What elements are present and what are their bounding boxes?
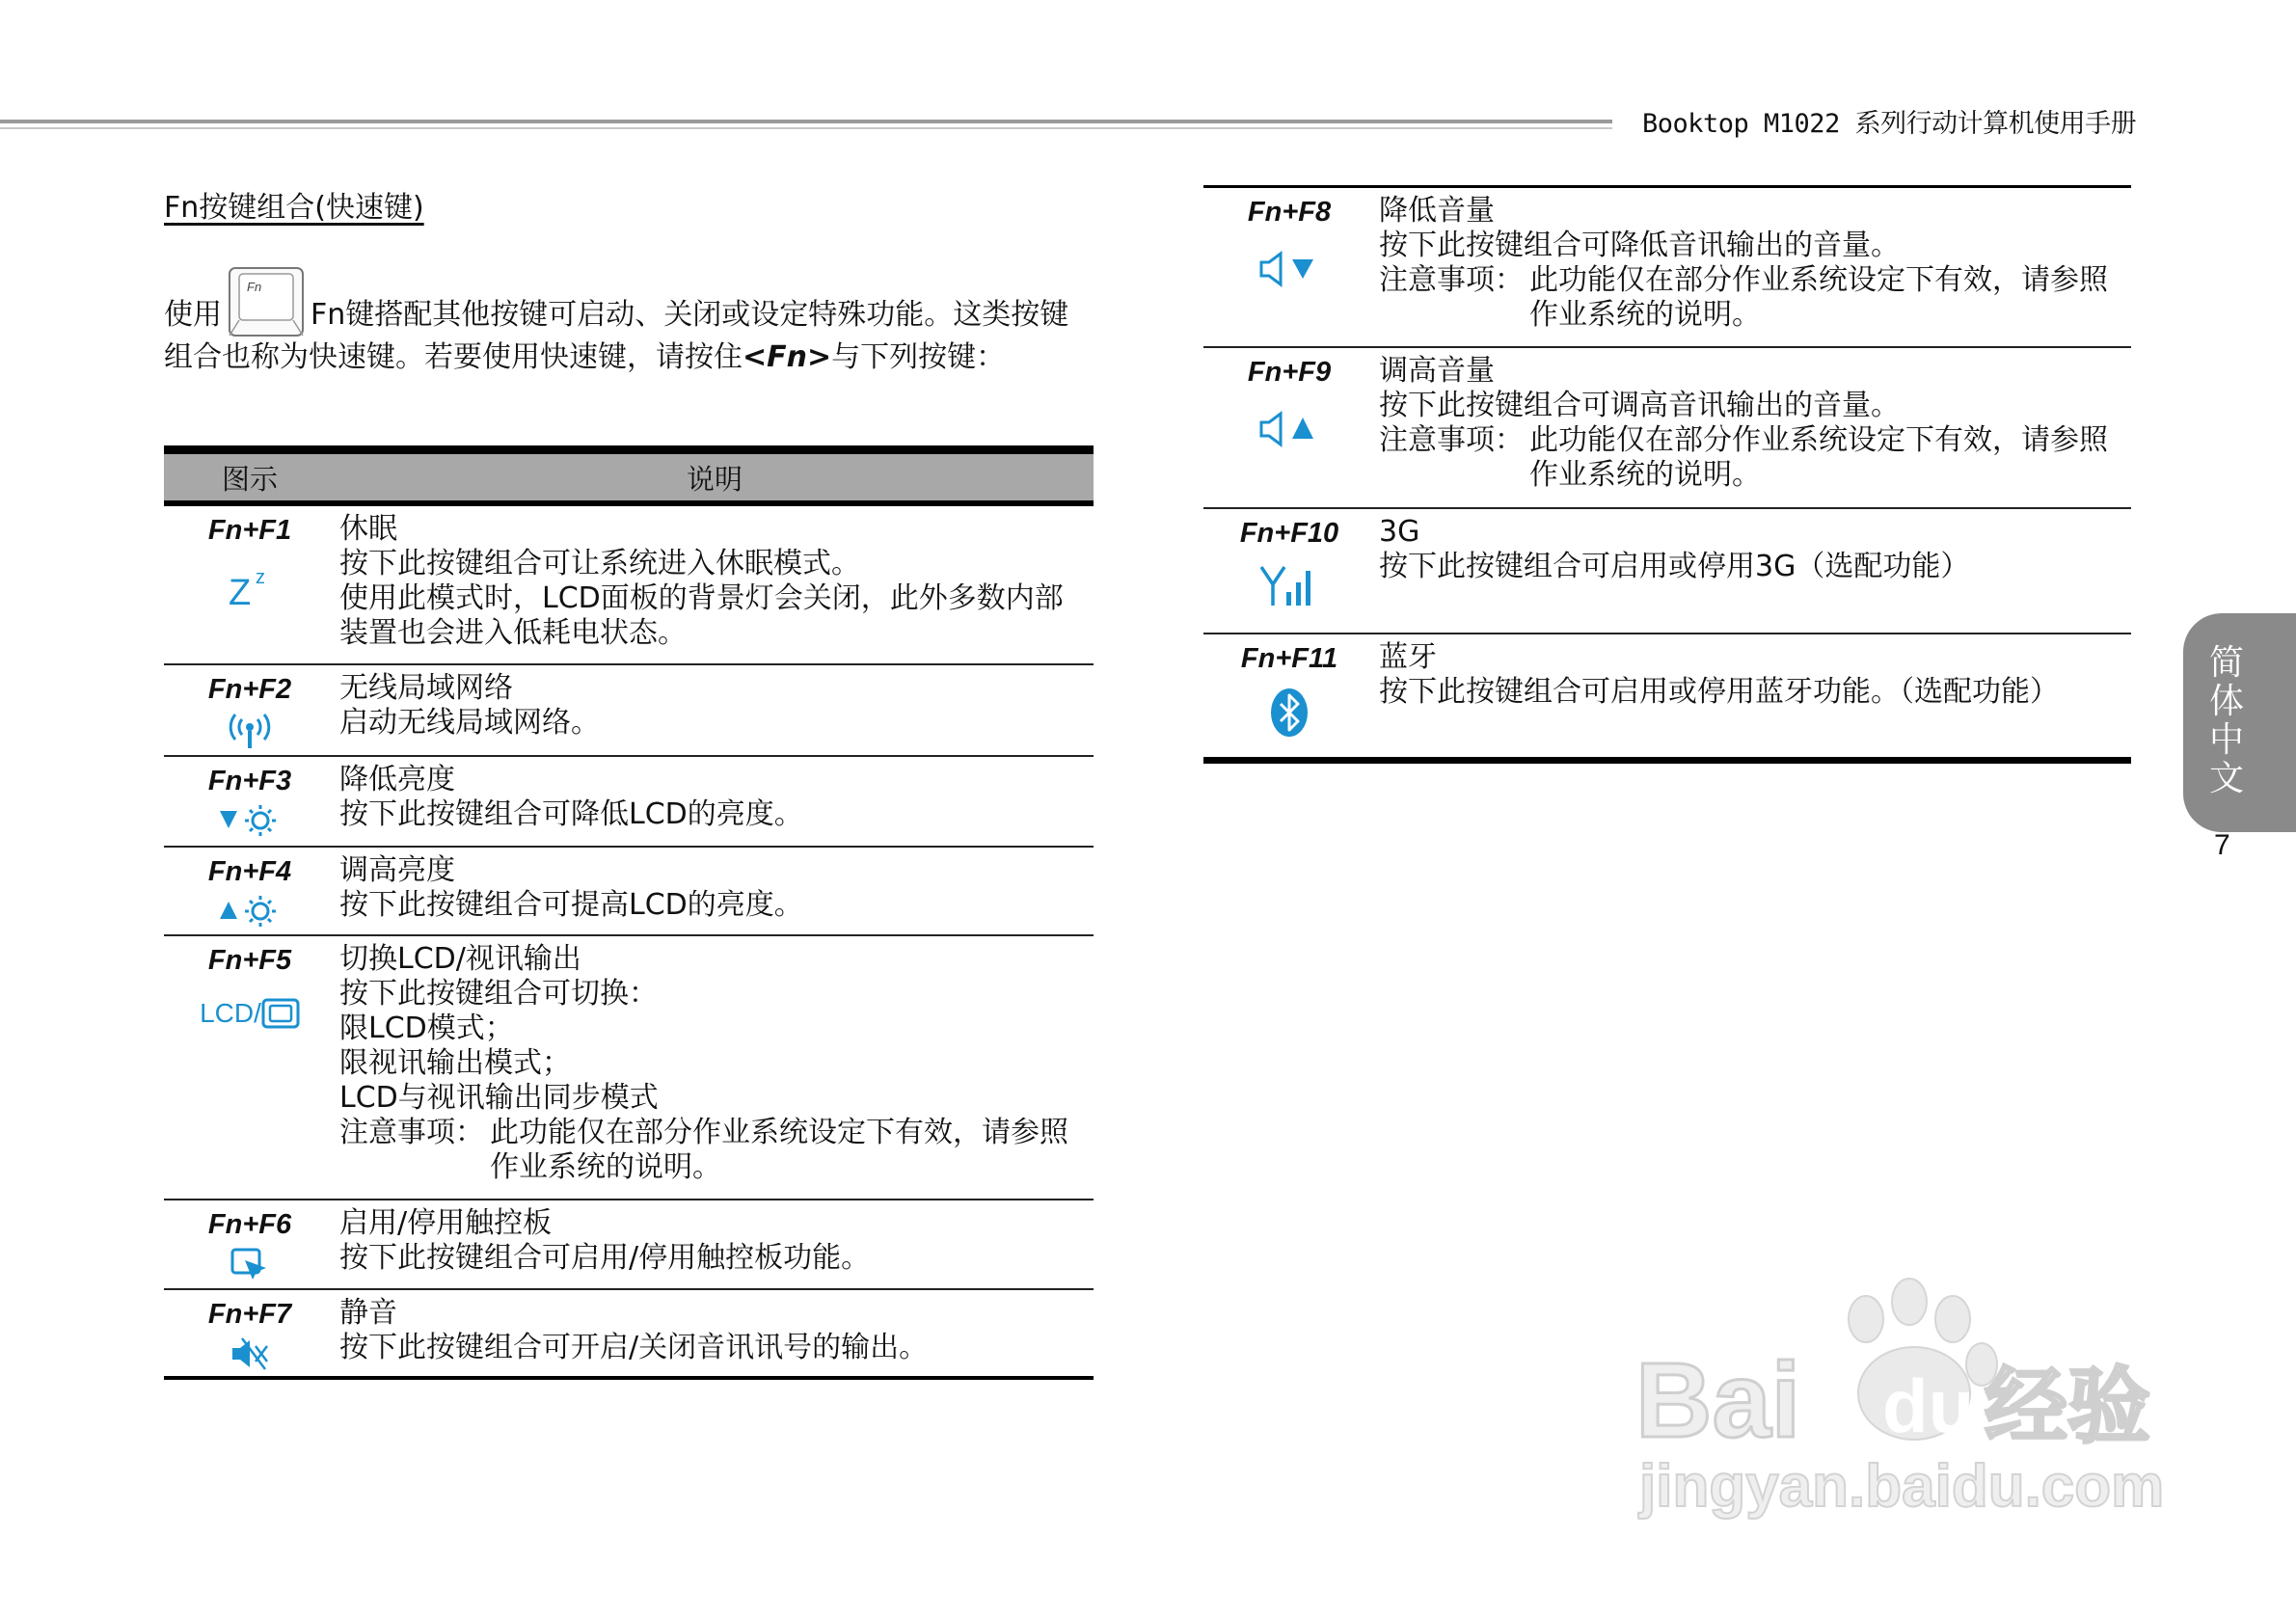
- hotkey-row: [164, 664, 1094, 756]
- intro-paragraph: [164, 266, 1095, 378]
- hotkey-label: Fn+F1: [207, 515, 292, 546]
- hotkey-title: 降低音量: [1379, 194, 1495, 228]
- hotkey-row: [164, 935, 1094, 1200]
- hotkey-note: [1379, 263, 2131, 333]
- note-label: 注意事项：: [1379, 263, 1524, 297]
- hotkey-label: Fn+F10: [1239, 517, 1339, 549]
- hotkey-label: Fn+F2: [207, 674, 292, 705]
- hotkey-desc: 按下此按键组合可启用或停用3G（选配功能）: [1379, 549, 1970, 583]
- hotkey-desc: 按下此按键组合可调高音讯输出的音量。: [1379, 388, 1900, 422]
- hotkey-title: 蓝牙: [1379, 639, 1437, 674]
- note-label: 注意事项：: [1379, 422, 1524, 457]
- hotkey-label: Fn+F7: [207, 1299, 292, 1330]
- hotkey-label: Fn+F9: [1247, 356, 1332, 388]
- hotkey-title: 切换LCD/视讯输出: [339, 942, 581, 976]
- volume-up-icon: [1203, 410, 1375, 448]
- hotkey-desc: 启动无线局域网络。: [339, 706, 600, 740]
- hotkey-desc: 按下此按键组合可降低LCD的亮度。: [339, 797, 803, 831]
- svg-text:z: z: [256, 567, 265, 588]
- hotkey-row: [164, 847, 1094, 935]
- 3g-signal-icon: [1203, 563, 1375, 607]
- column-header-description: 说明: [336, 450, 1094, 504]
- volume-down-icon: [1203, 250, 1375, 288]
- hotkey-row: [1203, 187, 2131, 347]
- language-tab-label: 简体中文: [2208, 643, 2244, 798]
- column-header-icon: 图示: [164, 450, 336, 504]
- hotkey-desc: LCD与视讯输出同步模式: [339, 1081, 659, 1115]
- hotkey-desc: 限LCD模式；: [339, 1011, 514, 1045]
- hotkey-desc: 按下此按键组合可提高LCD的亮度。: [339, 888, 803, 922]
- sleep-icon: [164, 566, 336, 608]
- hotkey-title: 降低亮度: [339, 763, 455, 796]
- header-title: Booktop M1022 系列行动计算机使用手册: [1642, 109, 2137, 139]
- header-rule-thin: [0, 127, 1612, 129]
- hotkey-label: Fn+F11: [1240, 642, 1338, 674]
- hotkey-label: Fn+F8: [1247, 197, 1332, 228]
- hotkey-row: [164, 1289, 1094, 1378]
- baidu-watermark-logo: [1630, 1273, 2170, 1524]
- hotkey-title: 休眠: [339, 512, 397, 546]
- hotkey-row: [164, 1200, 1094, 1289]
- hotkey-title: 无线局域网络: [339, 671, 513, 705]
- page-number: 7: [2214, 829, 2230, 861]
- header-rule: [0, 120, 1612, 123]
- hotkey-note: [339, 1116, 1094, 1185]
- lcd-video-icon: [164, 998, 336, 1029]
- hotkey-table-right: [1203, 185, 2131, 764]
- hotkey-desc: 限视讯输出模式；: [339, 1046, 571, 1080]
- note-text: 此功能仅在部分作业系统设定下有效，请参照作业系统的说明。: [1529, 422, 2108, 492]
- note-text: 此功能仅在部分作业系统设定下有效，请参照作业系统的说明。: [1529, 263, 2108, 332]
- hotkey-desc: 按下此按键组合可切换：: [339, 977, 658, 1011]
- svg-text:du: du: [1882, 1363, 1975, 1448]
- svg-text:Bai: Bai: [1635, 1341, 1801, 1460]
- brightness-up-icon: [164, 894, 336, 929]
- hotkey-label: Fn+F5: [207, 945, 292, 976]
- hotkey-title: 调高亮度: [339, 853, 455, 887]
- hotkey-desc: 按下此按键组合可开启/关闭音讯讯号的输出。: [339, 1331, 929, 1364]
- hotkey-row: [164, 503, 1094, 664]
- note-label: 注意事项：: [339, 1116, 484, 1149]
- wireless-icon: [164, 712, 336, 750]
- hotkey-label: Fn+F4: [207, 856, 292, 887]
- hotkey-desc: 按下此按键组合可降低音讯输出的音量。: [1379, 229, 1900, 262]
- intro-text-1: 使用: [164, 298, 222, 332]
- hotkey-desc: 按下此按键组合可启用/停用触控板功能。: [339, 1241, 871, 1275]
- hotkey-desc: 按下此按键组合可让系统进入休眠模式。: [339, 547, 860, 580]
- bluetooth-icon: [1203, 687, 1375, 739]
- section-title: Fn按键组合(快速键): [164, 191, 424, 225]
- hotkey-row: [1203, 508, 2131, 634]
- hotkey-title: 启用/停用触控板: [339, 1206, 553, 1240]
- hotkey-row: [164, 756, 1094, 847]
- hotkey-row: [1203, 347, 2131, 508]
- hotkey-title: 3G: [1379, 514, 1420, 549]
- fn-key-text: <Fn>: [743, 340, 832, 374]
- svg-text:jingyan.baidu.com: jingyan.baidu.com: [1639, 1453, 2165, 1520]
- hotkey-title: 静音: [339, 1296, 397, 1330]
- fn-keycap-icon: [228, 266, 305, 337]
- hotkey-note: [1379, 423, 2131, 493]
- intro-text-3: 与下列按键：: [831, 340, 1006, 374]
- svg-text:经验: 经验: [1985, 1359, 2150, 1455]
- hotkey-table-left: [164, 445, 1094, 1380]
- hotkey-title: 调高音量: [1379, 353, 1495, 388]
- mute-icon: [164, 1336, 336, 1371]
- keycap-label: Fn: [247, 280, 262, 294]
- hotkey-desc: 使用此模式时，LCD面板的背景灯会关闭，此外多数内部装置也会进入低耗电状态。: [339, 581, 1064, 650]
- lcd-icon-label: LCD/: [200, 998, 261, 1028]
- hotkey-desc: 按下此按键组合可启用或停用蓝牙功能。（选配功能）: [1379, 674, 2059, 709]
- svg-text:Z: Z: [229, 573, 252, 608]
- brightness-down-icon: [164, 803, 336, 838]
- intro-text-2: Fn键搭配其他按键可启动、关闭或设定特殊功能。这类按键组合也称为快速键。若要使用快速键，请按住: [164, 298, 1069, 374]
- hotkey-label: Fn+F6: [207, 1209, 292, 1240]
- touchpad-icon: [164, 1247, 336, 1281]
- hotkey-label: Fn+F3: [207, 766, 292, 796]
- note-text: 此功能仅在部分作业系统设定下有效，请参照作业系统的说明。: [490, 1116, 1068, 1184]
- hotkey-row: [1203, 634, 2131, 761]
